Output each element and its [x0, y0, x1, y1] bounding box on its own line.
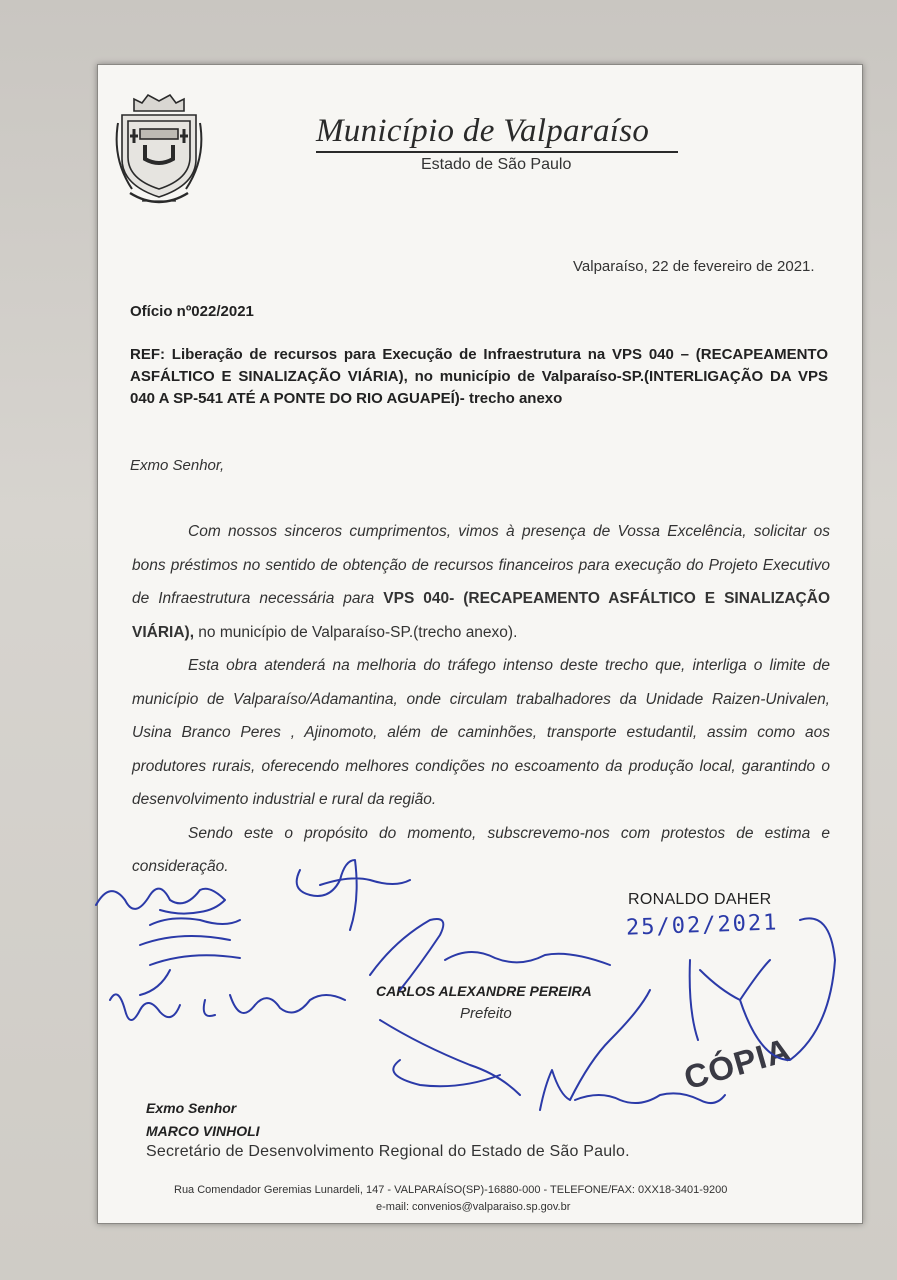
- municipality-title: Município de Valparaíso: [316, 113, 650, 149]
- letter-body: [132, 515, 830, 884]
- paragraph-1-intro: Com nossos sinceros cumprimentos, vimos à presença de Vossa Excelência, solicitar os bons préstimos no sentido de obtenção de recursos financeiros para execução do Projeto Executivo de Infraestrutura necessária para: [132, 523, 830, 607]
- paragraph-1-bold: VPS 040- (RECAPEAMENTO ASFÁLTICO E SINALIZAÇÃO VIÁRIA),: [132, 590, 830, 641]
- paragraph-3: Sendo este o propósito do momento, subscrevemo-nos com protestos de estima e consideração.: [132, 824, 830, 875]
- dateline: Valparaíso, 22 de fevereiro de 2021.: [573, 258, 815, 275]
- footer-email: e-mail: convenios@valparaiso.sp.gov.br: [376, 1201, 571, 1213]
- signature-date: 25/02/2021: [625, 910, 779, 941]
- recipient-name: MARCO VINHOLI: [146, 1123, 260, 1139]
- paragraph-1: [132, 515, 830, 649]
- greeting: Exmo Senhor,: [130, 457, 225, 474]
- oficio-number: Ofício nº022/2021: [130, 303, 254, 320]
- footer-address: Rua Comendador Geremias Lunardeli, 147 - VALPARAÍSO(SP)-16880-000 - TELEFONE/FAX: 0XX18-3401-9200: [174, 1184, 728, 1196]
- state-subtitle: Estado de São Paulo: [421, 156, 572, 173]
- signatory-name: RONALDO DAHER: [628, 891, 772, 908]
- reference-subject: REF: Liberação de recursos para Execução de Infraestrutura na VPS 040 – (RECAPEAMENTO ASFÁLTICO E SINALIZAÇÃO VIÁRIA), no município de Valparaíso-SP.(INTERLIGAÇÃO DA VPS 040 A SP-541 ATÉ A PONTE DO RIO AGUAPEÍ)- trecho anexo: [130, 346, 828, 407]
- municipal-crest-logo: [112, 89, 206, 213]
- paragraph-2: Esta obra atenderá na melhoria do tráfego intenso deste trecho que, interliga o limite de município de Valparaíso/Adamantina, onde circulam trabalhadores da Unidade Raizen-Univalen, Usina Branco Peres , Ajinomoto, além de caminhões, transporte estudantil, assim como aos produtores rurais, oferecendo melhores condições no escoamento da produção local, garantindo o desenvolvimento industrial e rural da região.: [132, 657, 830, 808]
- title-underline: [316, 151, 678, 153]
- prefeito-name: CARLOS ALEXANDRE PEREIRA: [376, 983, 592, 999]
- prefeito-role: Prefeito: [460, 1005, 512, 1022]
- paragraph-1-tail: no município de Valparaíso-SP.(trecho anexo).: [194, 623, 518, 641]
- copy-stamp: CÓPIA: [679, 1030, 796, 1097]
- document-sheet: [97, 64, 863, 1224]
- recipient-title: Secretário de Desenvolvimento Regional do Estado de São Paulo.: [146, 1143, 630, 1160]
- recipient-salutation: Exmo Senhor: [146, 1100, 237, 1116]
